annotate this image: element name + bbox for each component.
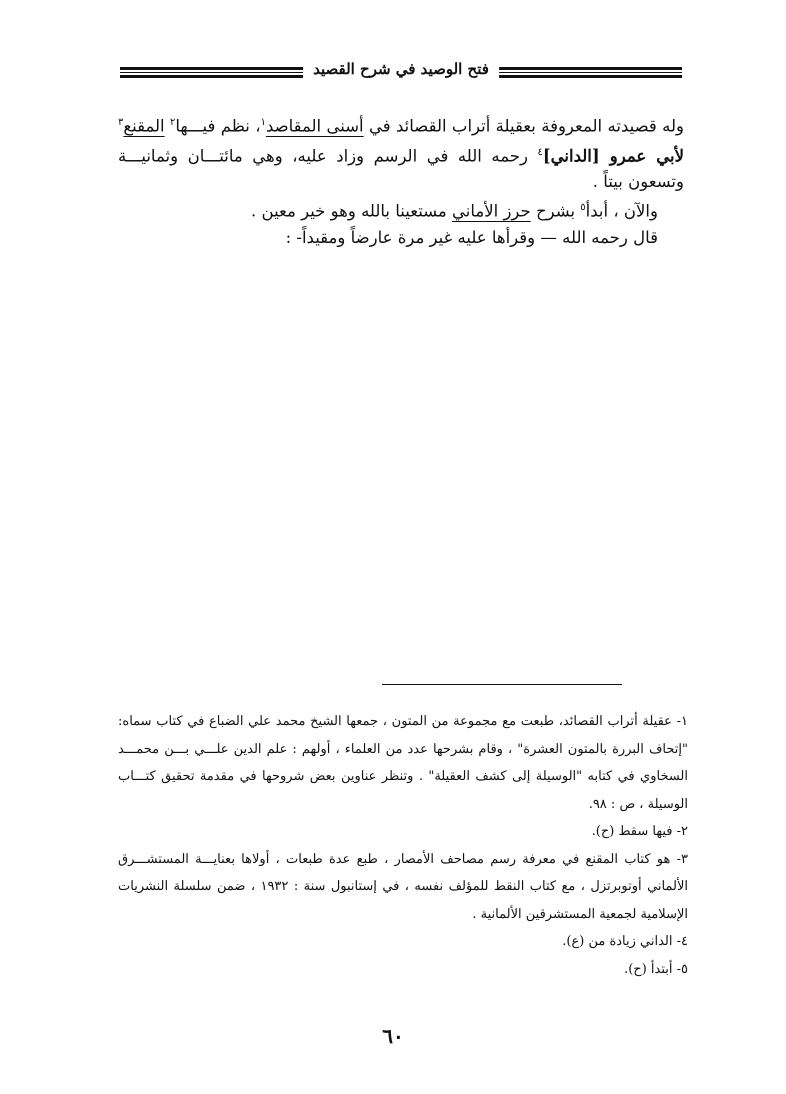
header-rule-left: [120, 67, 310, 80]
header-title: فتح الوصيد في شرح القصيد: [303, 60, 499, 78]
footnote-3: ٣- هو كتاب المقنع في معرفة رسم مصاحف الأمصار ، طبع عدة طبعات ، أولاها بعنايـــة المستشـــرق الألماني أوتوبرتزل ، مع كتاب النقط للمؤلف نفسه ، في إستانبول سنة : ١٩٣٢ ، ضمن سلسلة النشريات الإسلامية لجمعية المستشرقين الألمانية .: [118, 851, 688, 922]
text-run: رحمه الله في الرسم وزاد عليه، وهي مائتـــان وثمانيـــة وتسعون بيتاً .: [118, 146, 684, 191]
footnote-1: ١- عقيلة أتراب القصائد، طبعت مع مجموعة من المتون ، جمعها الشيخ محمد علي الضباع في كتاب سماه: "إتحاف البررة بالمتون العشرة" ، وقام بشرحها عدد من العلماء ، أولهم : علم الدين علـــي بـــن محمـــد السخاوي في كتابه "الوسيلة إلى كشف العقيلة" . وتنظر عناوين بعض شروحها في مقدمة تحقيق كتـــاب الوسيلة ، ص : ٩٨.: [118, 714, 688, 812]
footnote-2: ٢- فيها سقط (ح).: [591, 824, 688, 839]
footnotes: [118, 708, 688, 983]
running-header: [120, 58, 682, 88]
footnote-ref-5: ٥: [580, 202, 586, 213]
text-run: مستعينا بالله وهو خير معين .: [251, 201, 452, 221]
main-text: [118, 110, 684, 251]
underlined-title: حرز الأماني: [452, 201, 531, 221]
text-run: وله قصيدته المعروفة بعقيلة أتراب القصائد في: [363, 116, 684, 136]
bold-name: لأبي عمرو [الداني]: [542, 146, 685, 165]
text-run: ، نظم فيـــها: [175, 116, 261, 136]
text-run: والآن ، أبدأ: [585, 201, 658, 221]
paragraph-2: [118, 195, 684, 225]
paragraph-1: [118, 110, 684, 195]
page-number: ٦٠: [382, 1024, 404, 1048]
underlined-title: المقنع: [123, 116, 165, 136]
footnote-5: ٥- أبتدأ (ح).: [624, 961, 688, 977]
header-rule-right: [492, 67, 682, 80]
footnote-4: ٤- الداني زيادة من (ع).: [562, 934, 688, 949]
footnote-ref-4: ٤: [537, 146, 543, 158]
underlined-title: أسنى المقاصد: [265, 116, 364, 136]
footnote-ref-3: ٣: [118, 117, 124, 128]
text-run: بشرح: [530, 201, 581, 221]
footnote-separator: [382, 684, 622, 685]
paragraph-3: قال رحمه الله — وقرأها عليه غير مرة عارضاً ومقيداً- :: [285, 227, 658, 247]
footnote-ref-1: ١: [260, 117, 266, 128]
footnote-ref-2: ٢: [170, 117, 176, 128]
